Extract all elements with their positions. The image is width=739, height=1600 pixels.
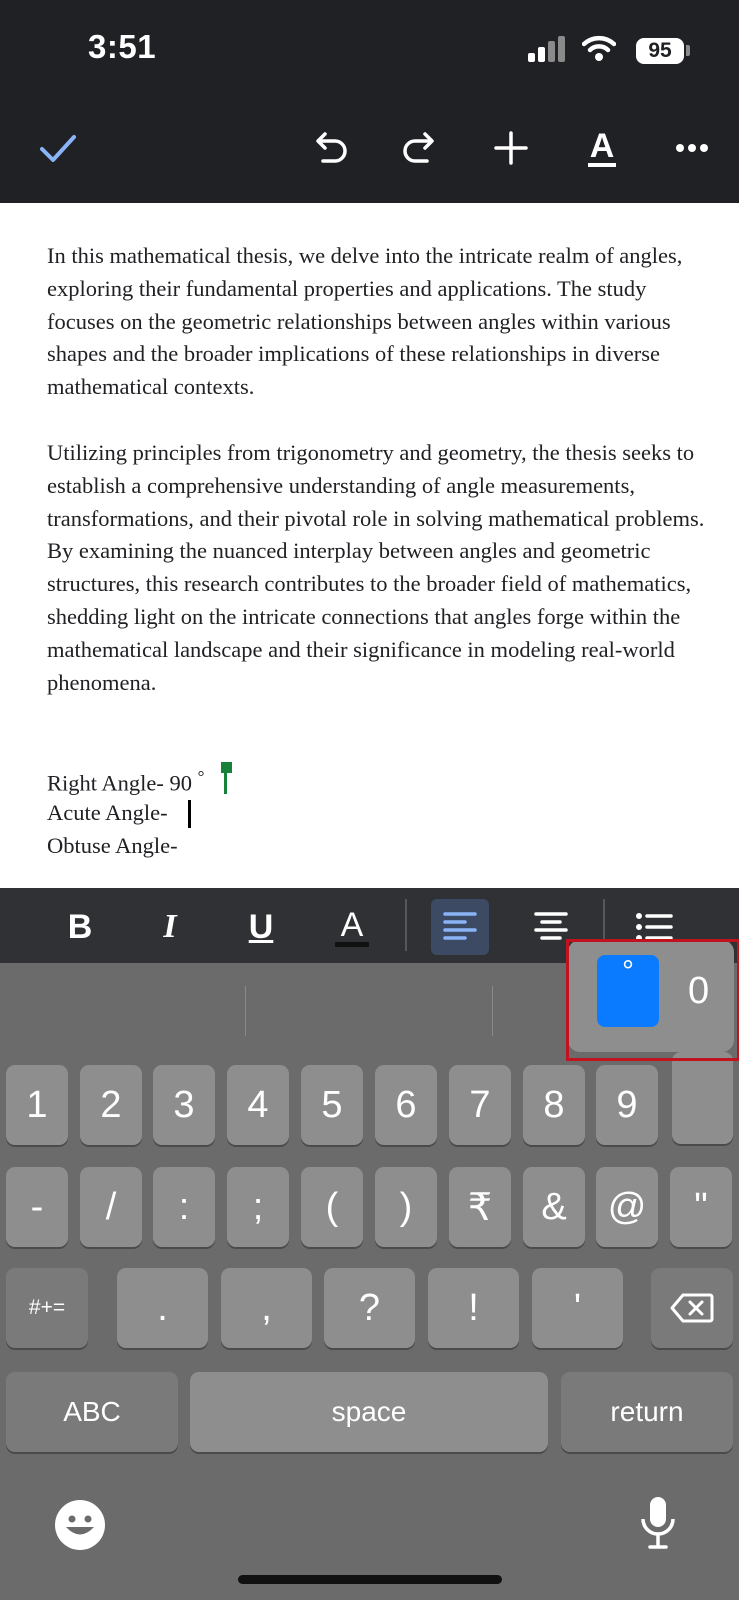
insert-button[interactable] [483, 120, 539, 176]
doc-line-obtuse-angle [47, 833, 178, 859]
symbol-key[interactable]: ) [375, 1167, 437, 1247]
prediction-separator [245, 986, 246, 1036]
underline-button[interactable] [232, 899, 290, 955]
prediction-separator [492, 986, 493, 1036]
checkmark-icon [38, 132, 78, 164]
symbol-key[interactable]: / [80, 1167, 142, 1247]
align-center-icon [533, 910, 569, 944]
home-indicator [238, 1575, 502, 1584]
number-key[interactable]: 5 [301, 1065, 363, 1145]
symbol-key[interactable]: " [670, 1167, 732, 1247]
doc-line-right-angle [47, 767, 204, 797]
acute-angle-text: Acute Angle- [47, 800, 168, 825]
redo-button[interactable] [392, 120, 448, 176]
punctuation-key[interactable]: ! [428, 1268, 519, 1348]
plus-icon [493, 130, 529, 166]
battery-tip [686, 45, 690, 56]
signal-icon [528, 36, 568, 62]
bold-icon: B [67, 907, 93, 946]
abc-key[interactable]: ABC [6, 1372, 178, 1452]
text-color-button[interactable] [323, 899, 381, 955]
emoji-icon[interactable] [53, 1498, 107, 1552]
punctuation-key[interactable]: ' [532, 1268, 623, 1348]
symbol-key[interactable]: ; [227, 1167, 289, 1247]
paragraph-2: Utilizing principles from trigonometry and geometry, the thesis seeks to establish a comprehensive understanding of angle measurements, transformations, and their pivotal role in solving mathematical problems. By examining the nuanced interplay between angles and geometric structures, this research contributes to the broader field of mathematics, shedding light on the intricate connections that angles forge within the mathematical landscape and their significance in modeling real-world phenomena. [47, 440, 705, 695]
number-key[interactable]: 8 [523, 1065, 585, 1145]
paragraph-1: In this mathematical thesis, we delve into the intricate realm of angles, exploring their fundamental properties and applications. The study focuses on the geometric relationships between angles within various shapes and the broader implications of these relationships in diverse mathematical contexts. [47, 243, 683, 400]
delete-key[interactable] [651, 1268, 733, 1348]
status-time: 3:51 [88, 28, 157, 65]
number-key[interactable]: 2 [80, 1065, 142, 1145]
underline-icon: U [248, 907, 274, 946]
symbol-key[interactable]: & [523, 1167, 585, 1247]
popup-option-degree[interactable]: ° [597, 955, 659, 1027]
text-color-icon: A [335, 908, 370, 947]
symbol-key[interactable]: @ [596, 1167, 658, 1247]
undo-icon [311, 131, 349, 165]
done-button[interactable] [30, 120, 86, 176]
text-format-button[interactable] [574, 120, 630, 176]
more-icon [675, 143, 709, 153]
microphone-icon[interactable] [638, 1495, 678, 1551]
bold-button[interactable] [51, 899, 109, 955]
align-left-button[interactable] [431, 899, 489, 955]
punctuation-key[interactable]: , [221, 1268, 312, 1348]
annotation-highlight-box [566, 939, 739, 1061]
number-key[interactable]: 3 [153, 1065, 215, 1145]
popup-option-zero[interactable]: 0 [688, 970, 710, 1012]
text-cursor [188, 800, 191, 828]
symbol-key[interactable]: - [6, 1167, 68, 1247]
align-left-icon [442, 910, 478, 944]
text-format-icon: A [589, 127, 615, 165]
format-separator [405, 899, 407, 951]
obtuse-angle-text: Obtuse Angle- [47, 833, 178, 858]
space-key[interactable]: space [190, 1372, 548, 1452]
number-key[interactable]: 1 [6, 1065, 68, 1145]
degree-symbol: ° [197, 767, 205, 786]
symbols-toggle-key[interactable]: #+= [6, 1268, 88, 1348]
right-angle-text: Right Angle- 90 [47, 770, 192, 796]
punctuation-key[interactable]: ? [324, 1268, 415, 1348]
number-key[interactable]: 4 [227, 1065, 289, 1145]
selection-cursor [224, 764, 227, 794]
italic-icon: I [163, 908, 177, 945]
symbol-key[interactable]: : [153, 1167, 215, 1247]
wifi-icon [582, 34, 616, 62]
more-button[interactable] [664, 120, 720, 176]
battery-indicator: 95 [636, 38, 684, 64]
doc-line-acute-angle [47, 800, 168, 826]
delete-icon [670, 1292, 714, 1324]
punctuation-key[interactable]: . [117, 1268, 208, 1348]
return-key[interactable]: return [561, 1372, 733, 1452]
italic-button[interactable] [141, 899, 199, 955]
symbol-key[interactable]: ₹ [449, 1167, 511, 1247]
number-key[interactable]: 9 [596, 1065, 658, 1145]
number-key[interactable]: 7 [449, 1065, 511, 1145]
symbol-key[interactable]: ( [301, 1167, 363, 1247]
redo-icon [401, 131, 439, 165]
undo-button[interactable] [302, 120, 358, 176]
number-key[interactable]: 6 [375, 1065, 437, 1145]
key-0-base[interactable] [672, 1052, 733, 1144]
